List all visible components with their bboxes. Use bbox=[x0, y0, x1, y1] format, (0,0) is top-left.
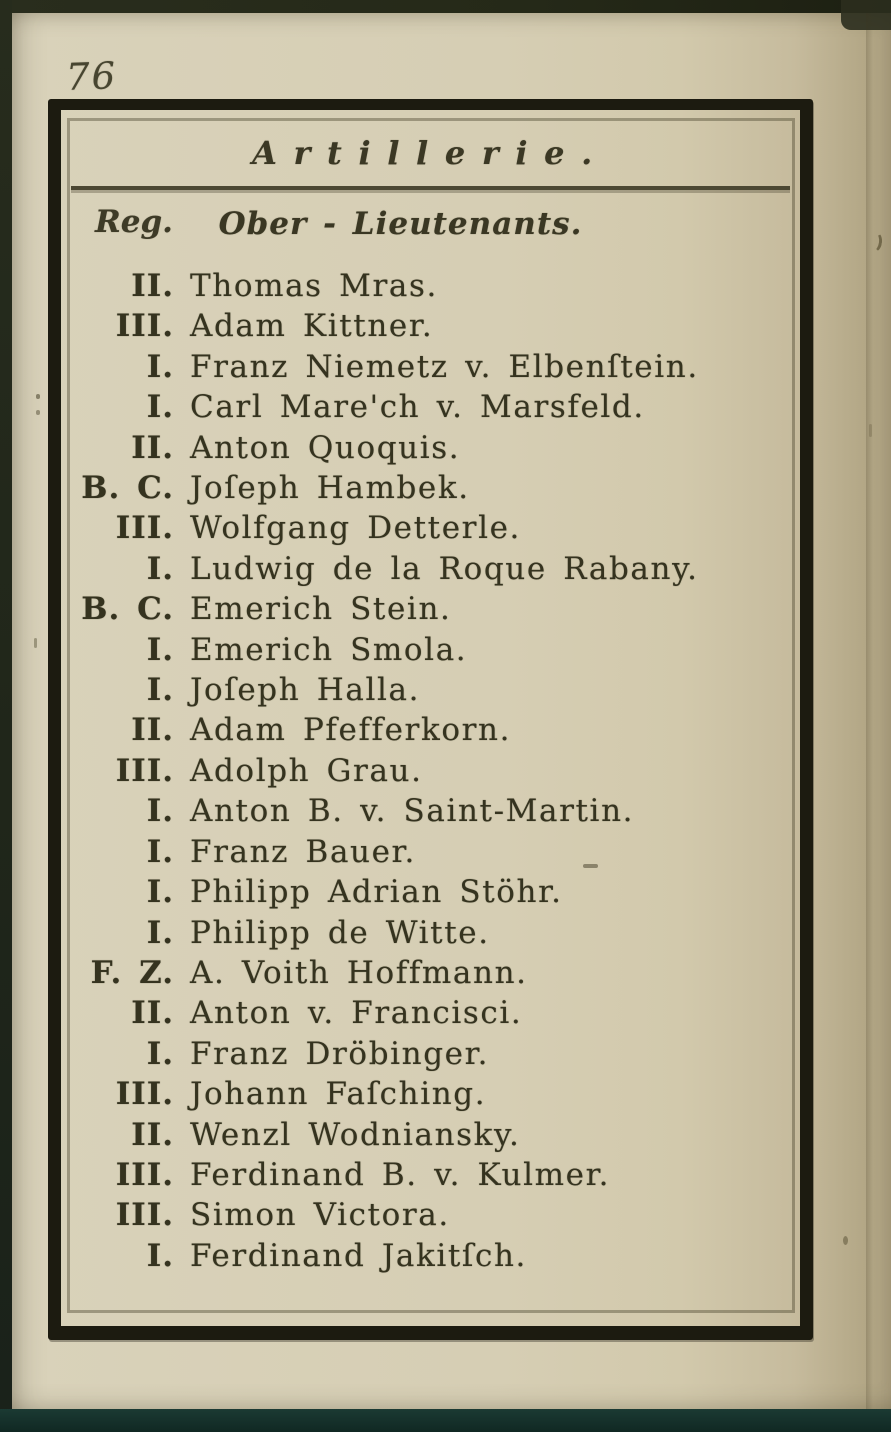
regiment-numeral: B. C. bbox=[81, 470, 174, 507]
scan-bottom-band bbox=[0, 1409, 891, 1432]
officer-name: Philipp de Witte. bbox=[190, 914, 490, 951]
page-fold-line bbox=[866, 13, 873, 1409]
regiment-numeral: I. bbox=[146, 833, 174, 870]
regiment-numeral: I. bbox=[146, 1035, 174, 1072]
regiment-numeral: I. bbox=[146, 1237, 174, 1274]
regiment-numeral: III. bbox=[115, 1197, 174, 1234]
officer-name: Adolph Grau. bbox=[190, 752, 423, 789]
regiment-numeral: II. bbox=[131, 995, 174, 1032]
officer-name: Thomas Mras. bbox=[190, 268, 438, 304]
officer-row bbox=[71, 710, 790, 750]
regiment-numeral: II. bbox=[131, 1116, 174, 1153]
officer-name: Franz Bauer. bbox=[190, 833, 417, 870]
regiment-numeral: III. bbox=[115, 1076, 174, 1113]
officer-row bbox=[71, 1034, 790, 1074]
paper-page bbox=[12, 13, 891, 1409]
regiment-numeral: III. bbox=[115, 752, 174, 789]
regiment-numeral: III. bbox=[115, 308, 174, 345]
reg-column-label: Reg. bbox=[95, 204, 173, 240]
table-content bbox=[71, 122, 790, 1308]
officer-name: Wolfgang Detterle. bbox=[190, 510, 521, 547]
officer-name: Emerich Smola. bbox=[190, 631, 468, 668]
officer-name: Adam Kittner. bbox=[190, 308, 434, 345]
officer-row bbox=[71, 266, 790, 306]
officer-name: Johann Faſching. bbox=[190, 1076, 487, 1113]
officer-row bbox=[71, 549, 790, 589]
officer-list bbox=[71, 266, 790, 1276]
officer-name: Anton v. Francisci. bbox=[190, 995, 523, 1032]
officer-name: Joſeph Halla. bbox=[190, 672, 421, 709]
regiment-numeral: I. bbox=[146, 631, 174, 668]
officer-row bbox=[71, 993, 790, 1033]
regiment-numeral: II. bbox=[131, 429, 174, 466]
officer-name: Carl Mare'ch v. Marsfeld. bbox=[190, 389, 645, 426]
officer-row bbox=[71, 832, 790, 872]
officer-row bbox=[71, 872, 790, 912]
officer-name: A. Voith Hoffmann. bbox=[190, 954, 528, 991]
officer-row bbox=[71, 1236, 790, 1276]
officer-row bbox=[71, 1155, 790, 1195]
officer-name: Franz Dröbinger. bbox=[190, 1035, 490, 1072]
page-number: 76 bbox=[65, 54, 118, 99]
officer-row bbox=[71, 791, 790, 831]
regiment-numeral: I. bbox=[146, 348, 174, 385]
officer-row bbox=[71, 630, 790, 670]
officer-name: Joſeph Hambek. bbox=[190, 470, 470, 507]
section-title: Artillerie. bbox=[71, 122, 790, 190]
officer-row bbox=[71, 428, 790, 468]
officer-row bbox=[71, 670, 790, 710]
regiment-numeral: I. bbox=[146, 874, 174, 911]
officer-name: Philipp Adrian Stöhr. bbox=[190, 874, 563, 911]
officer-name: Simon Victora. bbox=[190, 1197, 450, 1234]
officer-name: Ferdinand Jakitſch. bbox=[190, 1237, 527, 1274]
officer-row bbox=[71, 387, 790, 427]
column-header-row bbox=[71, 204, 790, 248]
regiment-numeral: I. bbox=[146, 672, 174, 709]
officer-name: Adam Pfefferkorn. bbox=[190, 712, 512, 749]
officer-row bbox=[71, 1115, 790, 1155]
regiment-numeral: I. bbox=[146, 550, 174, 587]
artillerie-table-frame bbox=[48, 99, 813, 1340]
officer-row bbox=[71, 468, 790, 508]
regiment-numeral: I. bbox=[146, 793, 174, 830]
officer-row bbox=[71, 913, 790, 953]
regiment-numeral: I. bbox=[146, 914, 174, 951]
regiment-numeral: II. bbox=[131, 712, 174, 749]
officer-row bbox=[71, 347, 790, 387]
rank-column-label: Ober - Lieutenants. bbox=[218, 206, 583, 242]
officer-row bbox=[71, 1195, 790, 1235]
officer-row bbox=[71, 306, 790, 346]
regiment-numeral: F. Z. bbox=[90, 954, 174, 991]
scan-left-edge bbox=[0, 0, 12, 1412]
officer-name: Anton Quoquis. bbox=[190, 429, 461, 466]
officer-name: Emerich Stein. bbox=[190, 591, 452, 628]
officer-name: Ferdinand B. v. Kulmer. bbox=[190, 1156, 611, 1193]
officer-row bbox=[71, 1074, 790, 1114]
regiment-numeral: I. bbox=[146, 389, 174, 426]
scan-top-band bbox=[0, 0, 891, 13]
officer-row bbox=[71, 508, 790, 548]
officer-row bbox=[71, 751, 790, 791]
regiment-numeral: II. bbox=[131, 268, 174, 304]
officer-row bbox=[71, 589, 790, 629]
officer-name: Ludwig de la Roque Rabany. bbox=[190, 550, 699, 587]
regiment-numeral: III. bbox=[115, 510, 174, 547]
officer-row bbox=[71, 953, 790, 993]
officer-name: Franz Niemetz v. Elbenſtein. bbox=[190, 348, 699, 385]
regiment-numeral: B. C. bbox=[81, 591, 174, 628]
officer-name: Anton B. v. Saint-Martin. bbox=[190, 793, 635, 830]
regiment-numeral: III. bbox=[115, 1156, 174, 1193]
officer-name: Wenzl Wodniansky. bbox=[190, 1116, 521, 1153]
